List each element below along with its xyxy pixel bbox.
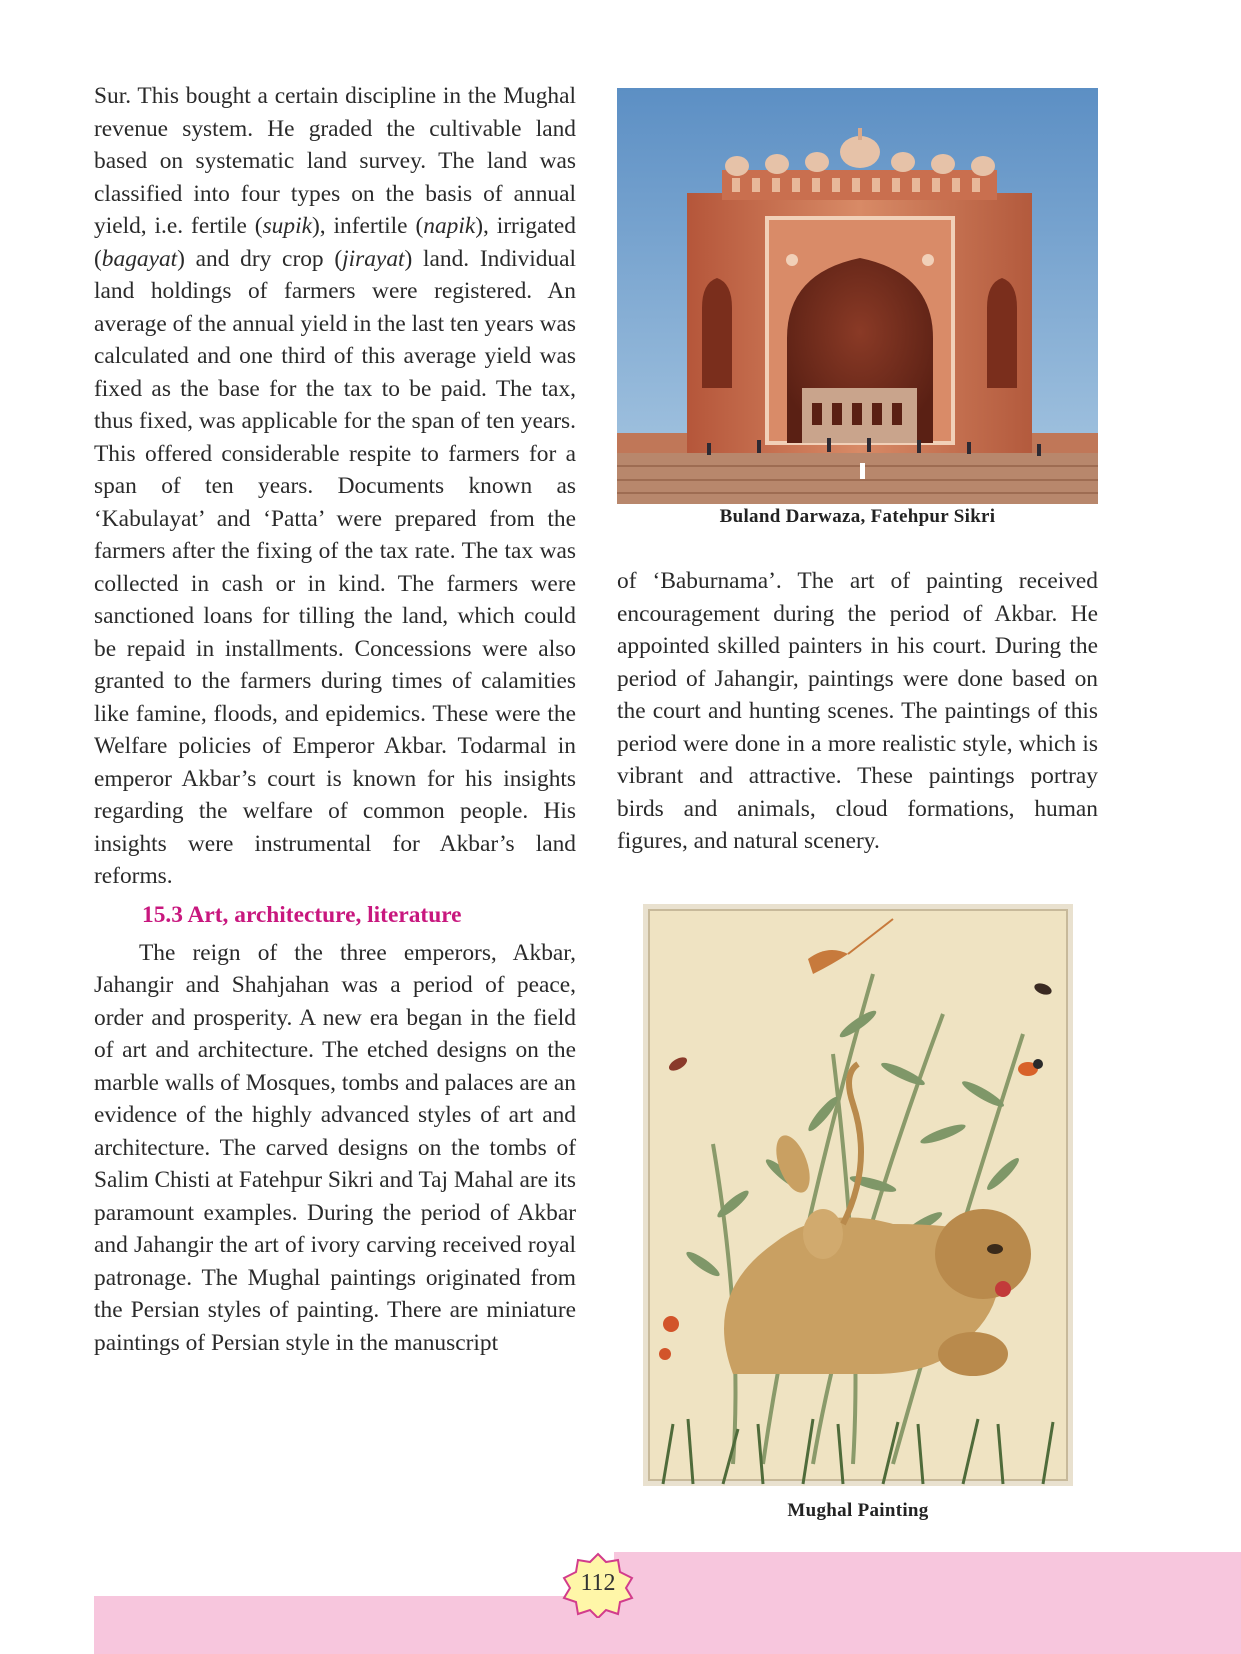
term-bagayat: bagayat bbox=[101, 245, 178, 272]
revenue-paragraph: Sur. This bought a certain discipline in the Mughal revenue system. He graded the cultivable land based on systematic land survey. The land was classified into four types on the basis of annual yield, i.e. fertile (supik), infertile (napik), irrigated (bagayat) and dry crop (jirayat) land. Individual land holdings of farmers were registered. An average of the annual yield in the last ten years was calculated and one third of this average yield was fixed as the base for the tax to be paid. The tax, thus fixed, was applicable for the span of ten years. This offered considerable respite to farmers for a span of ten years. Documents known as ‘Kabulayat’ and ‘Patta’ were prepared from the farmers after the fixing of the tax rate. The tax was collected in cash or in kind. The farmers were sanctioned loans for tilling the land, which could be repaid in installments. Concessions were also granted to the farmers during times of calamities like famine, floods, and epidemics. These were the Welfare policies of Emperor Akbar. Todarmal in emperor Akbar’s court is known for his insights regarding the welfare of common people. His insights were instrumental for Akbar’s land reforms. bbox=[94, 83, 577, 889]
footer-top-mask bbox=[94, 1548, 614, 1596]
term-supik: supik bbox=[262, 213, 312, 239]
photo-caption: Buland Darwaza, Fatehpur Sikri bbox=[719, 506, 996, 527]
painting-paragraph: of ‘Baburnama’. The art of painting received encouragement during the period of Akbar. He appointed skilled painters in his court. During the period of Jahangir, paintings were done based on the court and hunting scenes. The paintings of this period were done in a more realistic style, which is vibrant and attractive. These paintings portray birds and animals, cloud formations, human figures, and natural scenery. bbox=[617, 568, 1098, 854]
mughal-painting-image bbox=[643, 904, 1073, 1486]
right-column bbox=[617, 565, 1098, 858]
buland-darwaza-photo bbox=[617, 88, 1098, 504]
art-paragraph: The reign of the three emperors, Akbar, Jahangir and Shahjahan was a period of peace, order and prosperity. A new era began in the field of art and architecture. The etched designs on the marble walls of Mosques, tombs and palaces are an evidence of the highly advanced styles of art and architecture. The carved designs on the tombs of Salim Chisti at Fatehpur Sikri and Taj Mahal are its paramount examples. During the period of Akbar and Jahangir the art of ivory carving received royal patronage. The Mughal paintings originated from the Persian styles of painting. There are miniature paintings of Persian style in the manuscript bbox=[94, 939, 576, 1356]
left-column bbox=[94, 80, 576, 1359]
page-number: 112 bbox=[580, 1570, 616, 1596]
painting-caption: Mughal Painting bbox=[787, 1500, 929, 1521]
term-napik: napik bbox=[423, 213, 476, 239]
term-jirayat: jirayat bbox=[342, 245, 405, 272]
section-heading: 15.3 Art, architecture, literature bbox=[142, 901, 462, 928]
